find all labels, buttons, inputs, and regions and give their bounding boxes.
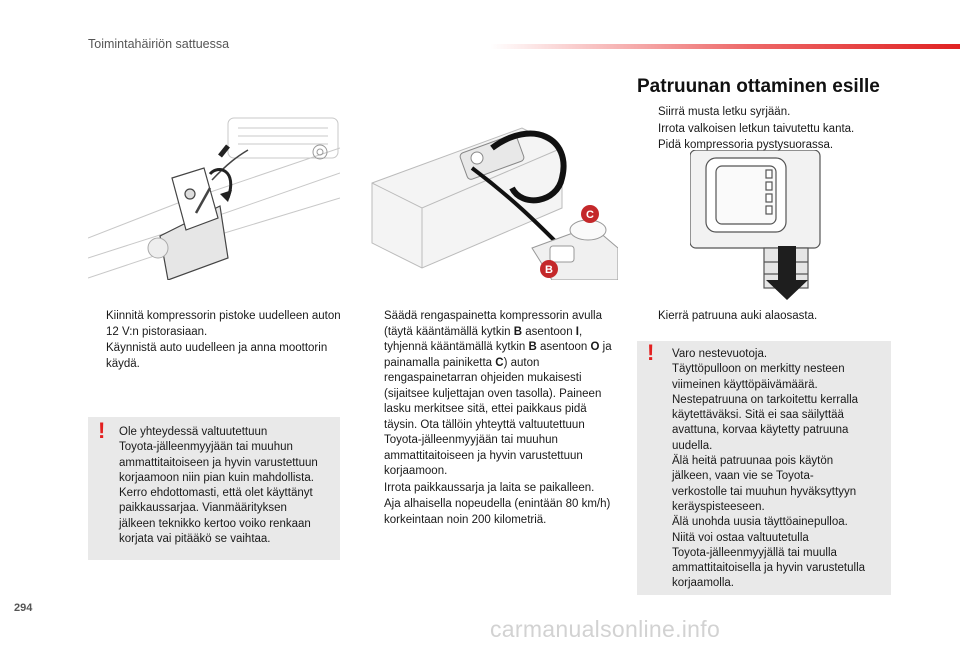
list-item: Siirrä musta letku syrjään. <box>658 106 791 118</box>
running-header: Toimintahäiriön sattuessa <box>88 37 230 51</box>
warning-line: Älä unohda uusia täyttöainepulloa. <box>672 516 848 529</box>
list-item: Irrota valkoisen letkun taivutettu kanta. <box>658 122 855 135</box>
warning-line: Älä heitä patruunaa pois käytön <box>672 455 834 468</box>
reconnect-steps-list <box>88 309 344 373</box>
warning-line: avattuna, korvaa käytetty patruuna <box>672 424 849 437</box>
illustration-cartridge <box>690 150 830 302</box>
warning-box-cartridge <box>637 341 891 595</box>
warning-line: Toyota-jälleenmyyjään tai muuhun <box>119 441 293 454</box>
list-item: Kierrä patruuna auki alaosasta. <box>658 310 818 322</box>
warning-line: viimeinen käyttöpäivämäärä. <box>672 378 818 391</box>
warning-line: Toyota-jälleenmyyjällä tai muulla <box>672 546 837 559</box>
warning-line: korjata vai pitääkö se vaihtaa. <box>119 533 271 546</box>
list-item: Irrota paikkaussarja ja laita se paikalleen. <box>384 481 595 494</box>
list-item: Pidä kompressoria pystysuorassa. <box>658 139 834 151</box>
label-c: C <box>586 209 594 221</box>
section-title: Patruunan ottaminen esille <box>637 76 880 97</box>
warning-icon: ! <box>98 418 106 443</box>
illustration-compressor-plug <box>88 108 340 280</box>
pressure-steps-list <box>366 309 620 529</box>
warning-line: Niitä voi ostaa valtuutetulla <box>672 531 809 544</box>
warning-icon: ! <box>647 340 655 365</box>
warning-line: Kerro ehdottomasti, että olet käyttänyt <box>119 487 313 500</box>
warning-line: ammattitaitoiseen ja hyvin varustettuun <box>119 456 318 469</box>
warning-box-workshop <box>88 417 340 560</box>
warning-line: uudella. <box>672 439 713 452</box>
unscrew-step-list <box>640 309 890 326</box>
page-number: 294 <box>14 602 33 614</box>
warning-line: jälkeen, vaan vie se Toyota- <box>672 470 814 483</box>
illustration-compressor-switch <box>362 108 618 280</box>
warning-line: jälkeen teknikko kertoo voiko renkaan <box>119 517 311 530</box>
watermark: carmanualsonline.info <box>490 616 721 642</box>
warning-line: keräyspisteeseen. <box>672 500 765 513</box>
warning-line: Täyttöpulloon on merkitty nesteen <box>672 363 845 376</box>
list-item: Aja alhaisella nopeudella (enintään 80 km/h) korkeintaan noin 200 kilometriä. <box>384 498 611 526</box>
list-item: Kiinnitä kompressorin pistoke uudelleen auton 12 V:n pistorasiaan. <box>106 310 341 338</box>
cartridge-steps-list <box>640 105 890 155</box>
warning-line: Ole yhteydessä valtuutettuun <box>119 426 268 438</box>
warning-line: Varo nestevuotoja. <box>672 348 768 360</box>
warning-line: korjaamolla. <box>672 577 734 590</box>
warning-line: paikkaussarjaa. Vianmäärityksen <box>119 502 287 515</box>
label-b: B <box>545 264 553 276</box>
warning-line: verkostolle tai muuhun hyväksyttyyn <box>672 485 857 498</box>
header-accent-bar <box>490 44 960 49</box>
warning-line: ammattitaitoisella ja hyvin varustetulla <box>672 562 866 575</box>
warning-line: korjaamoon niin pian kuin mahdollista. <box>119 471 314 484</box>
warning-line: käytettäväksi. Sitä ei saa säilyttää <box>672 409 844 422</box>
list-item: Säädä rengaspainetta kompressorin avulla (täytä kääntämällä kytkin B asentoon I, tyhjennä kääntämällä kytkin B asentoon O ja painamalla painiketta C) auton rengaspainetarran ohjeiden mukaisesti (sijaitsee kuljettajan oven tasolla). Paineen lasku merkitsee sitä, ettei paikkaus pidä täysin. Ota tällöin yhteyttä valtuutettuun Toyota-jälleenmyyjään tai muuhun ammattitaitoiseen ja hyvin varustettuun korjaamoon. <box>384 310 612 477</box>
list-item: Käynnistä auto uudelleen ja anna moottorin käydä. <box>106 342 328 370</box>
warning-line: Nestepatruuna on tarkoitettu kerralla <box>672 393 859 406</box>
